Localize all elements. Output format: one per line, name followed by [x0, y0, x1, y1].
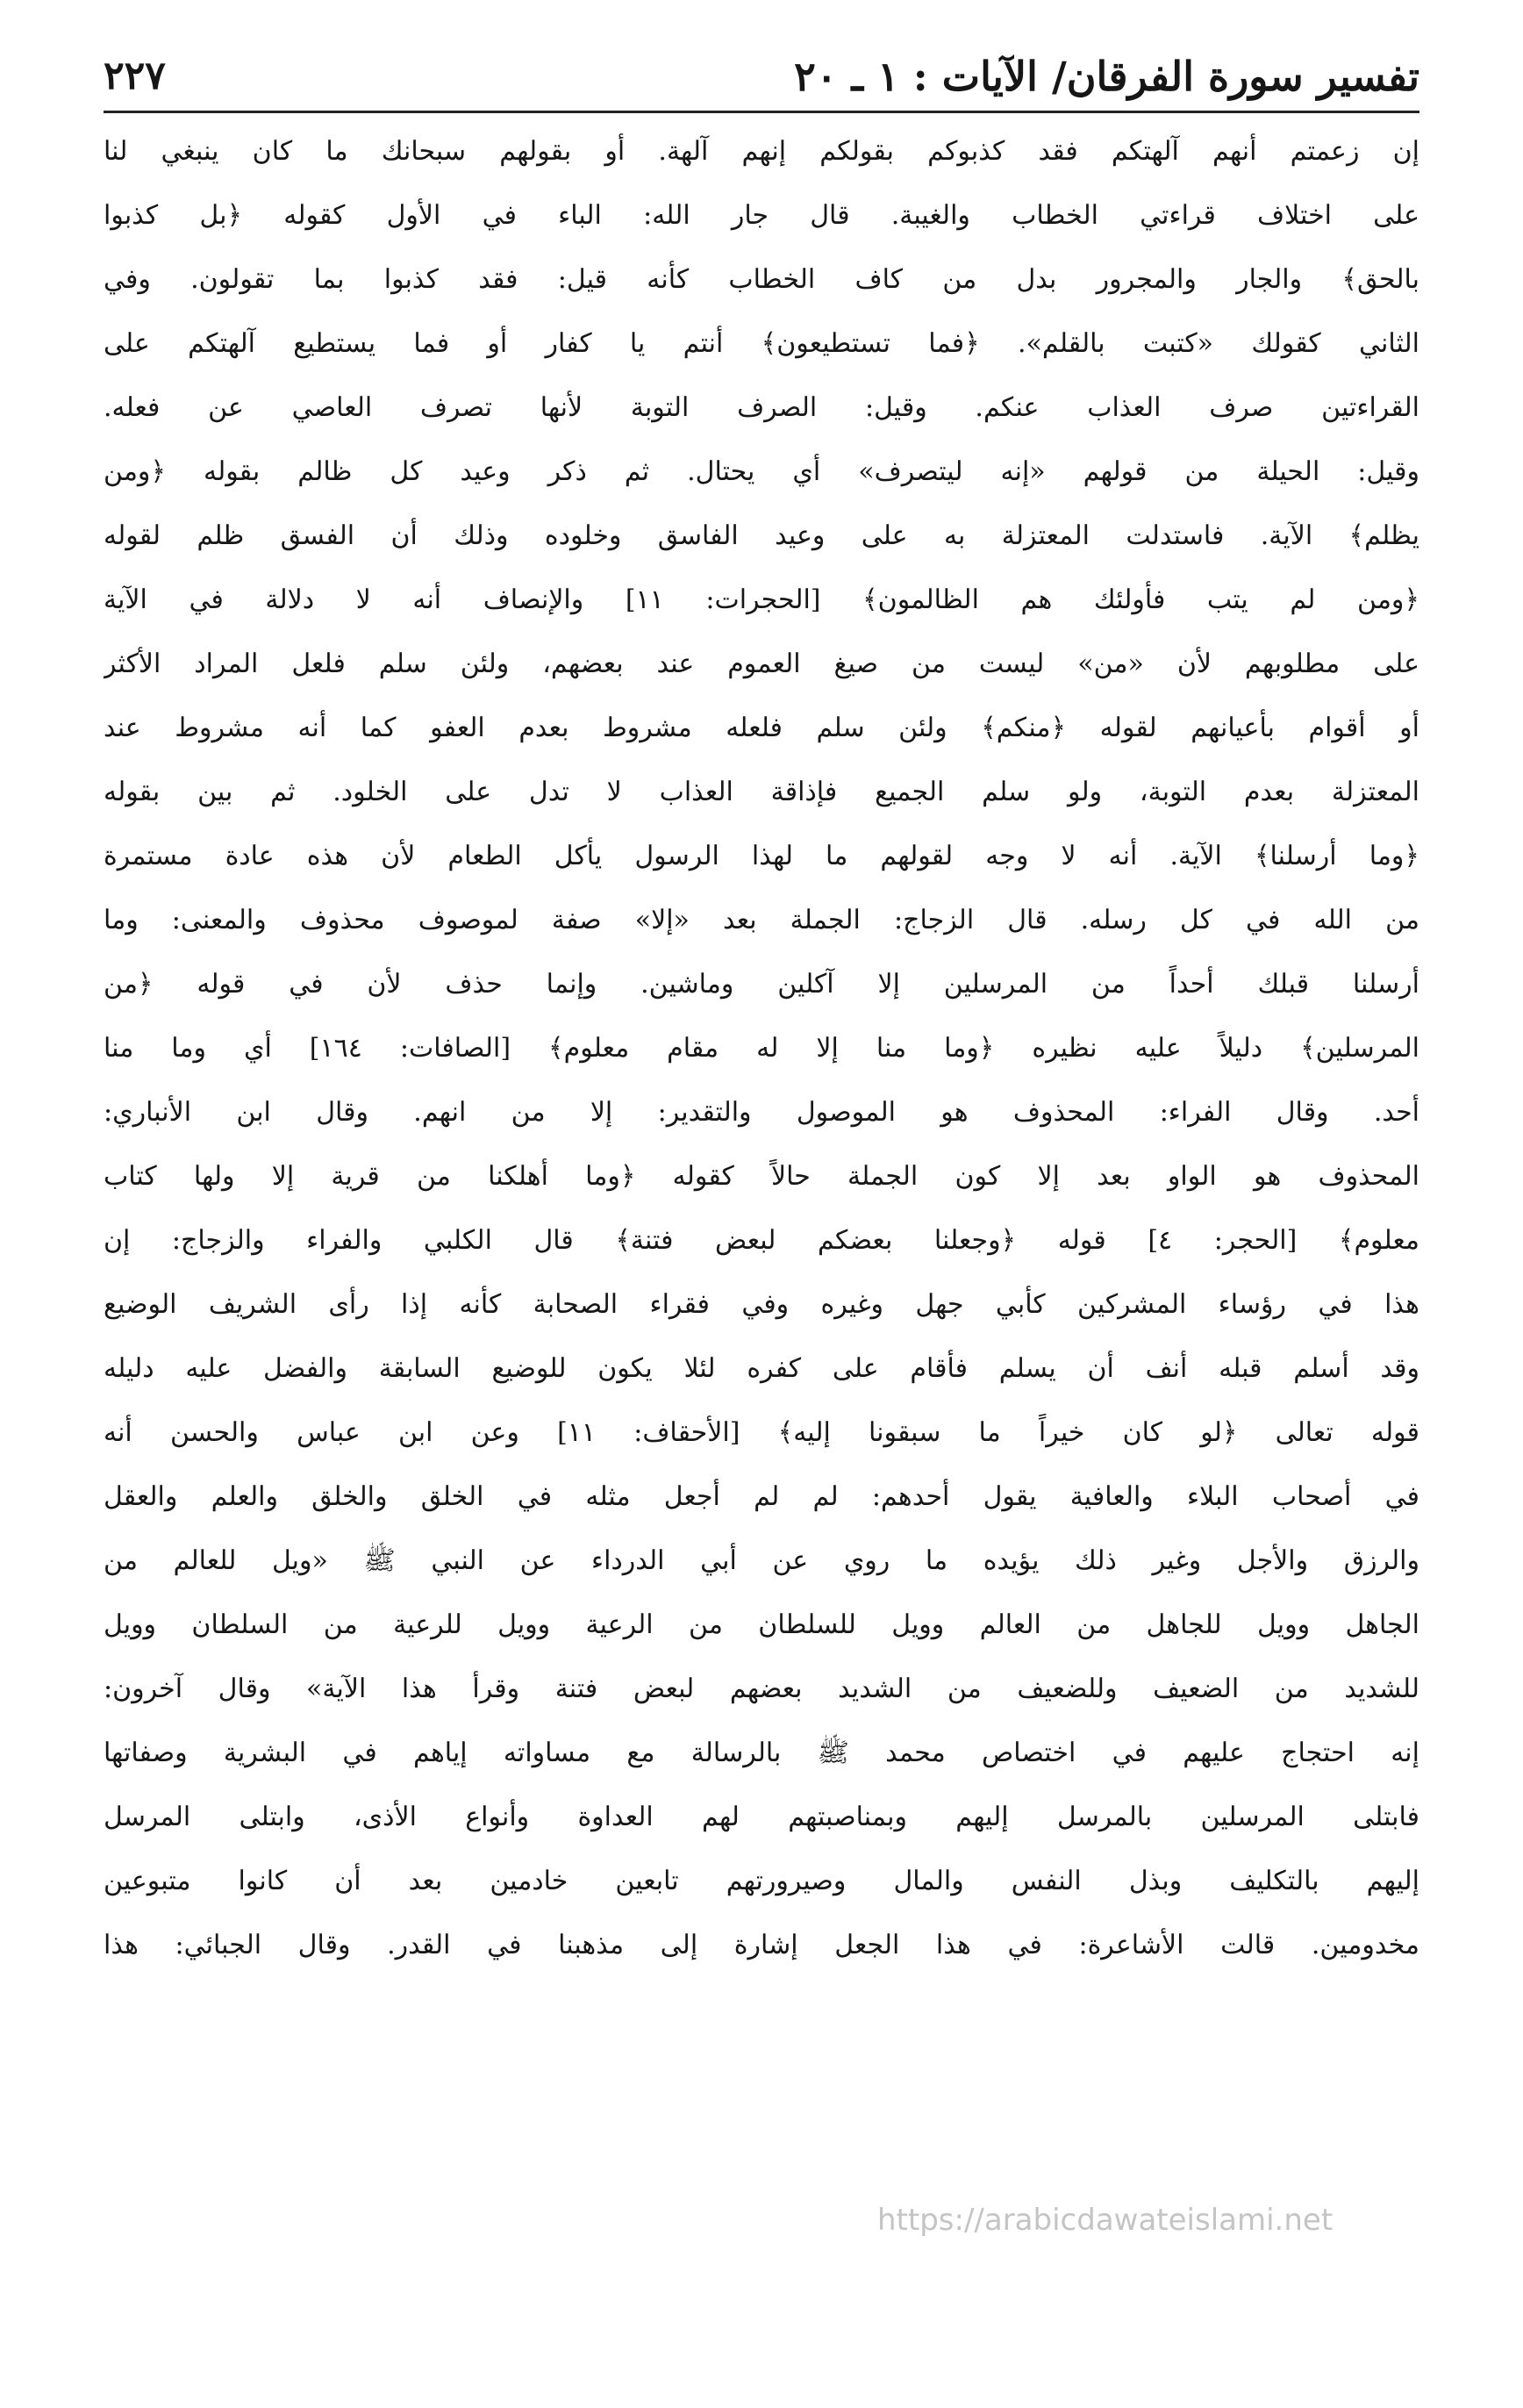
running-title: تفسير سورة الفرقان/ الآيات : ١ ـ ٢٠ — [794, 53, 1419, 100]
text-line: أرسلنا قبلك أحداً من المرسلين إلا آكلين وماشين. وإنما حذف لأن في قوله ﴿من — [104, 969, 1419, 1000]
text-line: إليهم بالتكليف وبذل النفس والمال وصيرورتهم تابعين خادمين بعد أن كانوا متبوعين — [104, 1866, 1419, 1896]
text-line: بالحق﴾ والجار والمجرور بدل من كاف الخطاب كأنه قيل: فقد كذبوا بما تقولون. وفي — [104, 264, 1419, 295]
text-line: وقد أسلم قبله أنف أن يسلم فأقام على كفره لئلا يكون للوضيع السابقة والفضل عليه دليله — [104, 1353, 1419, 1384]
text-line: يظلم﴾ الآية. فاستدلت المعتزلة به على وعيد الفاسق وخلوده وذلك أن الفسق ظلم لقوله — [104, 520, 1419, 551]
text-line: إن زعمتم أنهم آلهتكم فقد كذبوكم بقولكم إنهم آلهة. أو بقولهم سبحانك ما كان ينبغي لنا — [104, 136, 1419, 167]
text-line: والرزق والأجل وغير ذلك يؤيده ما روي عن أبي الدرداء عن النبي ﷺ «ويل للعالم من — [104, 1545, 1419, 1576]
header-divider — [104, 111, 1419, 113]
text-line: الثاني كقولك «كتبت بالقلم». ﴿فما تستطيعون﴾ أنتم يا كفار أو فما يستطيع آلهتكم على — [104, 328, 1419, 359]
text-line: قوله تعالى ﴿لو كان خيراً ما سبقونا إليه﴾ [الأحقاف: ١١] وعن ابن عباس والحسن أنه — [104, 1417, 1419, 1448]
text-line: للشديد من الضعيف وللضعيف من الشديد بعضهم لبعض فتنة وقرأ هذا الآية» وقال آخرون: — [104, 1673, 1419, 1704]
text-line: هذا في رؤساء المشركين كأبي جهل وغيره وفي فقراء الصحابة كأنه إذا رأى الشريف الوضيع — [104, 1289, 1419, 1320]
body-text — [104, 119, 1419, 1977]
text-line: إنه احتجاج عليهم في اختصاص محمد ﷺ بالرسالة مع مساواته إياهم في البشرية وصفاتها — [104, 1738, 1419, 1768]
text-line: ﴿وما أرسلنا﴾ الآية. أنه لا وجه لقولهم ما لهذا الرسول يأكل الطعام لأن هذه عادة مستمرة — [104, 841, 1419, 871]
page-number: ٢٢٧ — [104, 54, 166, 98]
watermark-url: https://arabicdawateislami.net — [877, 2203, 1334, 2238]
text-line: أحد. وقال الفراء: المحذوف هو الموصول والتقدير: إلا من انهم. وقال ابن الأنباري: — [104, 1097, 1419, 1128]
text-line: على مطلوبهم لأن «من» ليست من صيغ العموم عند بعضهم، ولئن سلم فلعل المراد الأكثر — [104, 649, 1419, 679]
text-line: مخدومين. قالت الأشاعرة: في هذا الجعل إشارة إلى مذهبنا في القدر. وقال الجبائي: هذا — [104, 1930, 1419, 1960]
text-line: المحذوف هو الواو بعد إلا كون الجملة حالاً كقوله ﴿وما أهلكنا من قرية إلا ولها كتاب — [104, 1161, 1419, 1192]
text-line: في أصحاب البلاء والعافية يقول أحدهم: لم لم أجعل مثله في الخلق والخلق والعلم والعقل — [104, 1481, 1419, 1512]
text-line: وقيل: الحيلة من قولهم «إنه ليتصرف» أي يحتال. ثم ذكر وعيد كل ظالم بقوله ﴿ومن — [104, 456, 1419, 487]
text-line: المرسلين﴾ دليلاً عليه نظيره ﴿وما منا إلا له مقام معلوم﴾ [الصافات: ١٦٤] أي وما منا — [104, 1033, 1419, 1064]
text-line: ﴿ومن لم يتب فأولئك هم الظالمون﴾ [الحجرات: ١١] والإنصاف أنه لا دلالة في الآية — [104, 584, 1419, 615]
text-line: أو أقوام بأعيانهم لقوله ﴿منكم﴾ ولئن سلم فلعله مشروط بعدم العفو كما أنه مشروط عند — [104, 713, 1419, 743]
text-line: فابتلى المرسلين بالمرسل إليهم وبمناصبتهم لهم العداوة وأنواع الأذى، وابتلى المرسل — [104, 1802, 1419, 1832]
text-line: على اختلاف قراءتي الخطاب والغيبة. قال جار الله: الباء في الأول كقوله ﴿بل كذبوا — [104, 200, 1419, 231]
text-line: الجاهل وويل للجاهل من العالم وويل للسلطان من الرعية وويل للرعية من السلطان وويل — [104, 1609, 1419, 1640]
page-header — [104, 46, 1419, 107]
text-line: معلوم﴾ [الحجر: ٤] قوله ﴿وجعلنا بعضكم لبعض فتنة﴾ قال الكلبي والفراء والزجاج: إن — [104, 1225, 1419, 1256]
text-line: القراءتين صرف العذاب عنكم. وقيل: الصرف التوبة لأنها تصرف العاصي عن فعله. — [104, 392, 1419, 423]
text-line: المعتزلة بعدم التوبة، ولو سلم الجميع فإذاقة العذاب لا تدل على الخلود. ثم بين بقوله — [104, 777, 1419, 807]
text-line: من الله في كل رسله. قال الزجاج: الجملة بعد «إلا» صفة لموصوف محذوف والمعنى: وما — [104, 905, 1419, 935]
